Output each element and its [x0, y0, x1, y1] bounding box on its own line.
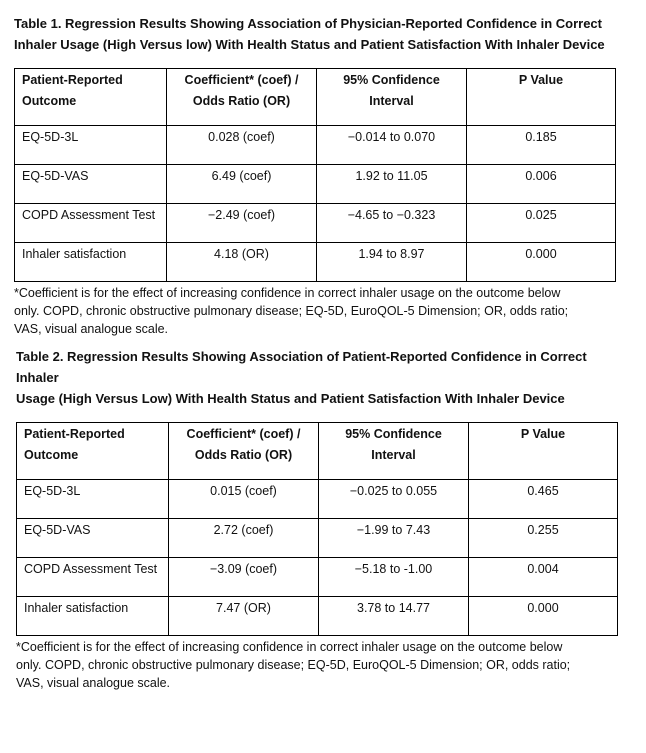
- cell-coefficient: 0.028 (coef): [167, 126, 317, 165]
- header-outcome: Patient-Reported Outcome: [15, 69, 167, 126]
- cell-p-value: 0.025: [467, 204, 616, 243]
- cell-confidence-interval: −0.025 to 0.055: [319, 480, 469, 519]
- table-2-title: [16, 346, 622, 409]
- table-row: [15, 243, 616, 282]
- cell-p-value: 0.465: [469, 480, 618, 519]
- table-1-title-line2: Inhaler Usage (High Versus low) With Health Status and Patient Satisfaction With Inhaler Device: [14, 37, 605, 52]
- cell-confidence-interval: 1.92 to 11.05: [317, 165, 467, 204]
- table-2-title-line2: Usage (High Versus Low) With Health Status and Patient Satisfaction With Inhaler Device: [16, 391, 565, 406]
- header-p-value: P Value: [469, 423, 618, 480]
- cell-p-value: 0.000: [467, 243, 616, 282]
- table-row: [15, 126, 616, 165]
- cell-p-value: 0.185: [467, 126, 616, 165]
- table-2-title-line1: Table 2. Regression Results Showing Association of Patient-Reported Confidence in Correct Inhaler: [16, 349, 587, 385]
- table-2: [16, 422, 618, 636]
- header-confidence-interval: 95% Confidence Interval: [317, 69, 467, 126]
- cell-coefficient: 2.72 (coef): [169, 519, 319, 558]
- table-row: [15, 204, 616, 243]
- table-header-row: [17, 423, 618, 480]
- table-2-footnote: *Coefficient is for the effect of increasing confidence in correct inhaler usage on the outcome below only. COPD, chronic obstructive pulmonary disease; EQ-5D, EuroQOL-5 Dimension; OR, odds ratio; VAS, visual analogue scale.: [16, 640, 571, 690]
- header-coefficient: Coefficient* (coef) / Odds Ratio (OR): [167, 69, 317, 126]
- header-confidence-interval: 95% Confidence Interval: [319, 423, 469, 480]
- cell-confidence-interval: −1.99 to 7.43: [319, 519, 469, 558]
- cell-confidence-interval: 3.78 to 14.77: [319, 597, 469, 636]
- table-header-row: [15, 69, 616, 126]
- header-outcome: Patient-Reported Outcome: [17, 423, 169, 480]
- cell-outcome: COPD Assessment Test: [17, 558, 169, 597]
- cell-confidence-interval: 1.94 to 8.97: [317, 243, 467, 282]
- cell-outcome: EQ-5D-3L: [17, 480, 169, 519]
- cell-outcome: EQ-5D-VAS: [15, 165, 167, 204]
- table-row: [17, 558, 618, 597]
- cell-outcome: EQ-5D-3L: [15, 126, 167, 165]
- cell-p-value: 0.000: [469, 597, 618, 636]
- table-1-title: [14, 13, 620, 55]
- table-row: [15, 165, 616, 204]
- table-1-footnote: *Coefficient is for the effect of increasing confidence in correct inhaler usage on the outcome below only. COPD, chronic obstructive pulmonary disease; EQ-5D, EuroQOL-5 Dimension; OR, odds ratio; VAS, visual analogue scale.: [14, 286, 569, 336]
- table-2-block: [16, 346, 622, 692]
- cell-outcome: Inhaler satisfaction: [15, 243, 167, 282]
- cell-confidence-interval: −4.65 to −0.323: [317, 204, 467, 243]
- table-1-title-line1: Table 1. Regression Results Showing Association of Physician-Reported Confidence in Correct: [14, 16, 602, 31]
- table-1-block: [14, 13, 620, 338]
- cell-coefficient: 4.18 (OR): [167, 243, 317, 282]
- cell-coefficient: −2.49 (coef): [167, 204, 317, 243]
- cell-p-value: 0.004: [469, 558, 618, 597]
- table-1: [14, 68, 616, 282]
- table-row: [17, 597, 618, 636]
- cell-outcome: EQ-5D-VAS: [17, 519, 169, 558]
- header-coefficient: Coefficient* (coef) / Odds Ratio (OR): [169, 423, 319, 480]
- table-row: [17, 480, 618, 519]
- header-p-value: P Value: [467, 69, 616, 126]
- cell-outcome: Inhaler satisfaction: [17, 597, 169, 636]
- cell-coefficient: −3.09 (coef): [169, 558, 319, 597]
- cell-p-value: 0.006: [467, 165, 616, 204]
- cell-confidence-interval: −5.18 to -1.00: [319, 558, 469, 597]
- cell-p-value: 0.255: [469, 519, 618, 558]
- table-row: [17, 519, 618, 558]
- cell-confidence-interval: −0.014 to 0.070: [317, 126, 467, 165]
- cell-outcome: COPD Assessment Test: [15, 204, 167, 243]
- cell-coefficient: 0.015 (coef): [169, 480, 319, 519]
- cell-coefficient: 7.47 (OR): [169, 597, 319, 636]
- cell-coefficient: 6.49 (coef): [167, 165, 317, 204]
